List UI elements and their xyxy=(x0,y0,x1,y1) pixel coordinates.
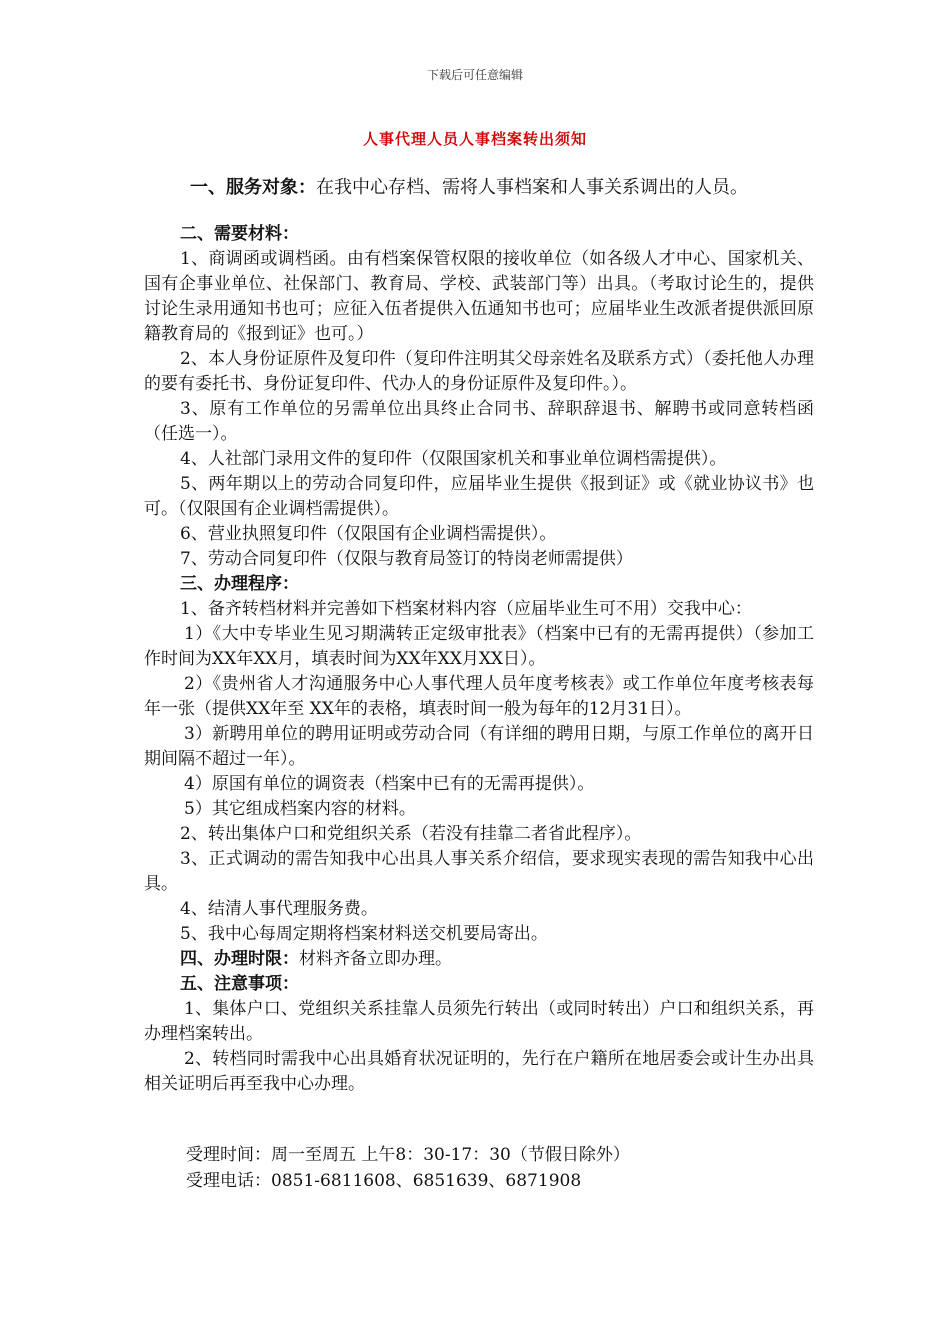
section3-heading: 三、办理程序： xyxy=(180,574,299,594)
procedure-sub-2: 2）《贵州省人才沟通服务中心人事代理人员年度考核表》或工作单位年度考核表每年一张（提供XX年至 XX年的表格，填表时间一般为每年的12月31日）。 xyxy=(144,674,814,719)
procedure-step-2: 2、转出集体户口和党组织关系（若没有挂靠二者省此程序）。 xyxy=(180,824,642,844)
office-hours: 受理时间：周一至周五 上午8：30-17：30（节假日除外） xyxy=(186,1145,630,1165)
section4-heading: 四、办理时限： xyxy=(180,949,299,969)
material-item-2: 2、本人身份证原件及复印件（复印件注明其父母亲姓名及联系方式）（委托他人办理的要有委托书、身份证复印件、代办人的身份证原件及复印件。）。 xyxy=(144,349,814,394)
section1-heading: 一、服务对象： xyxy=(190,177,316,198)
document-title: 人事代理人员人事档案转出须知 xyxy=(362,130,587,148)
procedure-step-5: 5、我中心每周定期将档案材料送交机要局寄出。 xyxy=(180,924,548,944)
section1-text: 在我中心存档、需将人事档案和人事关系调出的人员。 xyxy=(316,177,748,198)
procedure-step-4: 4、结清人事代理服务费。 xyxy=(180,899,378,919)
procedure-step-1: 1、备齐转档材料并完善如下档案材料内容（应届毕业生可不用）交我中心： xyxy=(180,599,752,619)
document-body xyxy=(144,222,814,1097)
procedure-sub-4: 4）原国有单位的调资表（档案中已有的无需再提供）。 xyxy=(184,774,595,794)
procedure-sub-3: 3）新聘用单位的聘用证明或劳动合同（有详细的聘用日期，与原工作单位的离开日期间隔不超过一年）。 xyxy=(144,724,814,769)
procedure-step-3: 3、正式调动的需告知我中心出具人事关系介绍信，要求现实表现的需告知我中心出具。 xyxy=(144,849,814,894)
section4-text: 材料齐备立即办理。 xyxy=(299,949,452,969)
material-item-1: 1、商调函或调档函。由有档案保管权限的接收单位（如各级人才中心、国家机关、国有企事业单位、社保部门、教育局、学校、武装部门等）出具。（考取讨论生的，提供讨论生录用通知书也可；应征入伍者提供入伍通知书也可；应届毕业生改派者提供派回原籍教育局的《报到证》也可。） xyxy=(144,249,814,344)
office-phone: 受理电话：0851-6811608、6851639、6871908 xyxy=(186,1171,582,1191)
section5-heading: 五、注意事项： xyxy=(180,974,299,994)
procedure-sub-1: 1）《大中专毕业生见习期满转正定级审批表》（档案中已有的无需再提供）（参加工作时间为XX年XX月，填表时间为XX年XX月XX日）。 xyxy=(144,624,814,669)
notice-item-2: 2、转档同时需我中心出具婚育状况证明的，先行在户籍所在地居委会或计生办出具相关证明后再至我中心办理。 xyxy=(144,1049,814,1094)
material-item-5: 5、两年期以上的劳动合同复印件，应届毕业生提供《报到证》或《就业协议书》也可。（仅限国有企业调档需提供）。 xyxy=(144,474,814,519)
notice-item-1: 1、集体户口、党组织关系挂靠人员须先行转出（或同时转出）户口和组织关系，再办理档案转出。 xyxy=(144,999,814,1044)
procedure-sub-5: 5）其它组成档案内容的材料。 xyxy=(184,799,416,819)
material-item-4: 4、人社部门录用文件的复印件（仅限国家机关和事业单位调档需提供）。 xyxy=(180,449,727,469)
header-note: 下载后可任意编辑 xyxy=(426,68,523,82)
section-time-limit xyxy=(144,947,814,972)
material-item-3: 3、原有工作单位的另需单位出具终止合同书、辞职辞退书、解聘书或同意转档函（任选一）。 xyxy=(144,399,814,444)
section2-heading: 二、需要材料： xyxy=(180,224,299,244)
section-service-target xyxy=(190,173,748,199)
material-item-7: 7、劳动合同复印件（仅限与教育局签订的特岗老师需提供） xyxy=(180,549,633,569)
material-item-6: 6、营业执照复印件（仅限国有企业调档需提供）。 xyxy=(180,524,557,544)
